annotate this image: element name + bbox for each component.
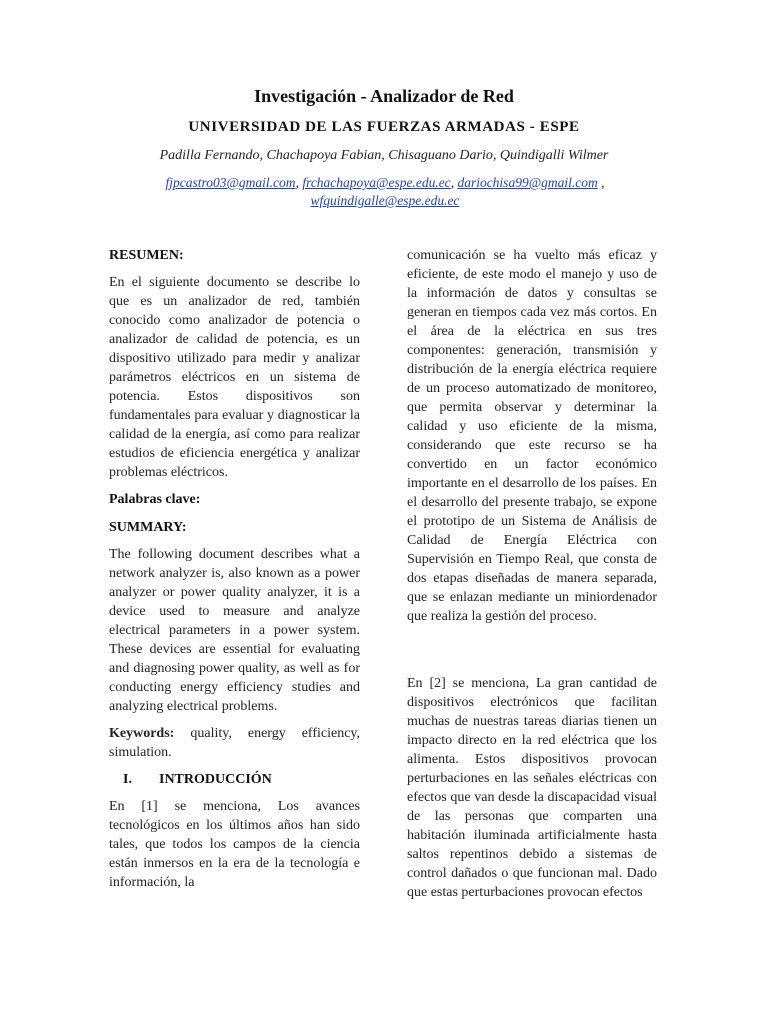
email-link[interactable]: wfquindigalle@espe.edu.ec (310, 193, 460, 208)
email-link[interactable]: frchachapoya@espe.edu.ec (302, 175, 451, 190)
author-emails: fjpcastro03@gmail.com, frchachapoya@espe.edu.ec, dariochisa99@gmail.com , wfquindigalle@espe.edu.ec (165, 175, 605, 208)
keywords-line (109, 724, 360, 762)
left-column (109, 246, 360, 892)
keywords-text: quality, energy efficiency, simulation. (109, 726, 361, 760)
affiliation: UNIVERSIDAD DE LAS FUERZAS ARMADAS - ESPE (188, 119, 580, 135)
summary-text: The following document describes what a network analyzer is, also known as a power analyzer or power quality analyzer, it is a device used to measure and analyze electrical parameters in a power system. These devices are essential for evaluating and diagnosing power quality, as well as for conducting energy efficiency studies and analyzing electrical problems. (109, 547, 360, 714)
body-paragraph: En [2] se menciona, La gran cantidad de dispositivos electrónicos que facilitan muchas de nuestras tareas diarias tienen un impacto directo en la red eléctrica que los alimenta. Estos dispositivos provocan perturbaciones en las señales eléctricas con efectos que van desde la discapacidad visual de las personas que comparten una habitación iluminada artificialmente hasta saltos repentinos debido a sistemas de control dañados o que funcionan mal. Dado que estas perturbaciones provocan efectos (407, 676, 657, 900)
section-title: INTRODUCCIÓN (159, 772, 272, 787)
keywords-label: Keywords: (109, 726, 175, 741)
right-column (407, 246, 657, 902)
resumen-heading: RESUMEN: (109, 248, 184, 263)
palabras-clave-label: Palabras clave: (109, 492, 201, 507)
section-heading-introduccion (109, 770, 360, 789)
author-list: Padilla Fernando, Chachapoya Fabian, Chisaguano Dario, Quindigalli Wilmer (159, 148, 609, 163)
resumen-text: En el siguiente documento se describe lo que es un analizador de red, también conocido como analizador de potencia o analizador de calidad de potencia, es un dispositivo utilizado para medir y analizar parámetros eléctricos en un sistema de potencia. Estos dispositivos son fundamentales para evaluar y diagnosticar la calidad de la energía, así como para realizar estudios de eficiencia energética y analizar problemas eléctricos. (109, 275, 360, 480)
body-paragraph: comunicación se ha vuelto más eficaz y eficiente, de este modo el manejo y uso de la información de datos y consultas se generan en tiempos cada vez más cortos. En el área de la eléctrica en sus tres componentes: generación, transmisión y distribución de la energía eléctrica requiere de un proceso automatizado de monitoreo, que permita observar y determinar la calidad y uso eficiente de la misma, considerando que este recurso se ha convertido en un factor económico importante en el desarrollo de los países. En el desarrollo del presente trabajo, se expone el prototipo de un Sistema de Análisis de Calidad de Energía Eléctrica con Supervisión en Tiempo Real, que consta de dos etapas diseñadas de manera separada, que se enlazan mediante un miniordenador que realiza la gestión del proceso. (407, 248, 657, 624)
email-link[interactable]: dariochisa99@gmail.com (457, 175, 598, 190)
section-number: I. (123, 772, 132, 787)
email-link[interactable]: fjpcastro03@gmail.com (165, 175, 296, 190)
paper-title: Investigación - Analizador de Red (254, 86, 514, 106)
summary-heading: SUMMARY: (109, 520, 187, 535)
intro-text: En [1] se menciona, Los avances tecnológicos en los últimos años han sido tales, que todos los campos de la ciencia están inmersos en la era de la tecnología e información, la (109, 799, 360, 890)
